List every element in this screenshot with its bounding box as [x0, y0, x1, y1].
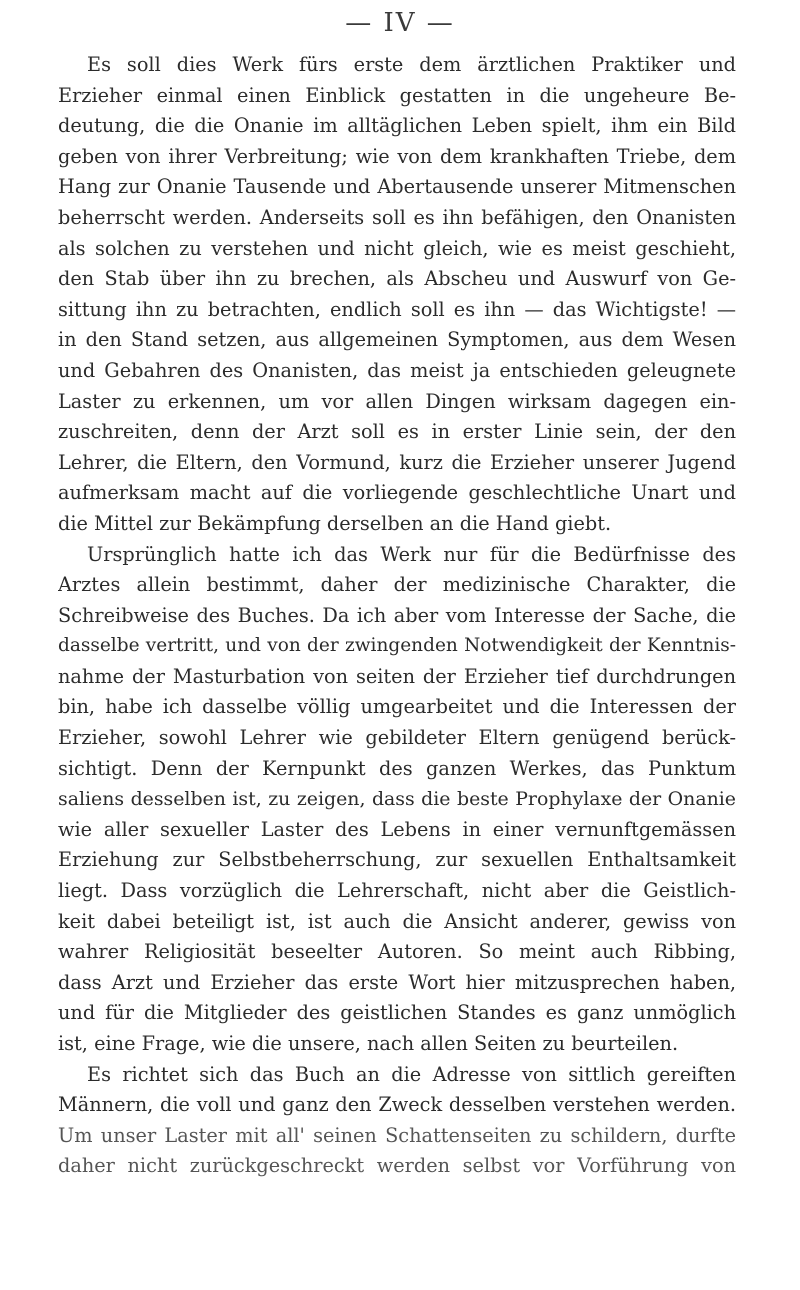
paragraph — [58, 50, 736, 540]
text-line: ist, eine Frage, wie die unsere, nach allen Seiten zu beurteilen. — [58, 1032, 679, 1055]
text-line: Erzieher einmal einen Einblick gestatten in die ungeheure Be- — [58, 83, 736, 107]
text-line: geben von ihrer Verbreitung; wie von dem krankhaften Triebe, dem — [58, 144, 736, 168]
text-line: Hang zur Onanie Tausende und Abertausende unserer Mitmenschen — [58, 175, 736, 199]
text-line: Es soll dies Werk fürs erste dem ärztlichen Praktiker und — [87, 53, 736, 76]
text-line: als solchen zu verstehen und nicht gleich, wie es meist geschieht, — [58, 236, 736, 260]
text-line: Es richtet sich das Buch an die Adresse von sittlich gereiften — [87, 1062, 736, 1086]
text-line: Erzieher, sowohl Lehrer wie gebildeter Eltern genügend berück- — [58, 726, 736, 750]
text-line: Lehrer, die Eltern, den Vormund, kurz die Erzieher unserer Jugend — [58, 450, 736, 474]
text-line: daher nicht zurückgeschreckt werden selbst vor Vorführung von — [58, 1154, 736, 1178]
text-line: sichtigt. Denn der Kernpunkt des ganzen Werkes, das Punktum — [58, 756, 736, 780]
text-line: Männern, die voll und ganz den Zweck desselben verstehen werden. — [58, 1093, 736, 1117]
text-line: wie aller sexueller Laster des Lebens in einer vernunftgemässen — [58, 817, 736, 841]
text-line: Ursprünglich hatte ich das Werk nur für die Bedürfnisse des — [87, 542, 736, 566]
text-line: die Mittel zur Bekämpfung derselben an die Hand giebt. — [58, 511, 612, 535]
page-number: — IV — — [345, 8, 455, 38]
text-line: liegt. Dass vorzüglich die Lehrerschaft, nicht aber die Geistlich- — [58, 879, 736, 903]
text-line: sittung ihn zu betrachten, endlich soll es ihn — das Wichtigste! — — [58, 297, 736, 321]
text-line: zuschreiten, denn der Arzt soll es in erster Linie sein, der den — [58, 420, 736, 444]
text-line: deutung, die die Onanie im alltäglichen Leben spielt, ihm ein Bild — [58, 114, 736, 138]
text-line: und für die Mitglieder des geistlichen Standes es ganz unmöglich — [58, 1001, 736, 1025]
paragraph — [58, 540, 736, 1060]
text-line: Schreibweise des Buches. Da ich aber vom Interesse der Sache, die — [58, 603, 736, 627]
text-line: dass Arzt und Erzieher das erste Wort hier mitzusprechen haben, — [58, 970, 736, 994]
text-line: beherrscht werden. Anderseits soll es ihn befähigen, den Onanisten — [58, 205, 736, 229]
text-line: Erziehung zur Selbstbeherrschung, zur sexuellen Enthaltsamkeit — [58, 848, 736, 872]
body-text — [58, 50, 736, 1182]
text-line: dasselbe vertritt, und von der zwingenden Notwendigkeit der Kenntnis- — [58, 635, 736, 657]
text-line: Um unser Laster mit all' seinen Schattenseiten zu schildern, durfte — [58, 1123, 736, 1147]
text-line: Laster zu erkennen, um vor allen Dingen wirksam dagegen ein- — [58, 389, 736, 413]
text-line: Arztes allein bestimmt, daher der medizinische Charakter, die — [58, 573, 736, 597]
text-line: nahme der Masturbation von seiten der Erzieher tief durchdrungen — [58, 664, 736, 688]
text-line: in den Stand setzen, aus allgemeinen Symptomen, aus dem Wesen — [58, 328, 736, 352]
text-line: keit dabei beteiligt ist, ist auch die Ansicht anderer, gewiss von — [58, 909, 736, 933]
text-line: bin, habe ich dasselbe völlig umgearbeitet und die Interessen der — [58, 695, 736, 719]
text-line: den Stab über ihn zu brechen, als Abscheu und Auswurf von Ge- — [58, 267, 736, 291]
text-line: saliens desselben ist, zu zeigen, dass die beste Prophylaxe der Onanie — [58, 788, 736, 811]
paragraph — [58, 1060, 736, 1182]
text-line: wahrer Religiosität beseelter Autoren. So meint auch Ribbing, — [58, 940, 736, 964]
text-line: aufmerksam macht auf die vorliegende geschlechtliche Unart und — [58, 481, 736, 505]
text-line: und Gebahren des Onanisten, das meist ja entschieden geleugnete — [58, 358, 736, 382]
